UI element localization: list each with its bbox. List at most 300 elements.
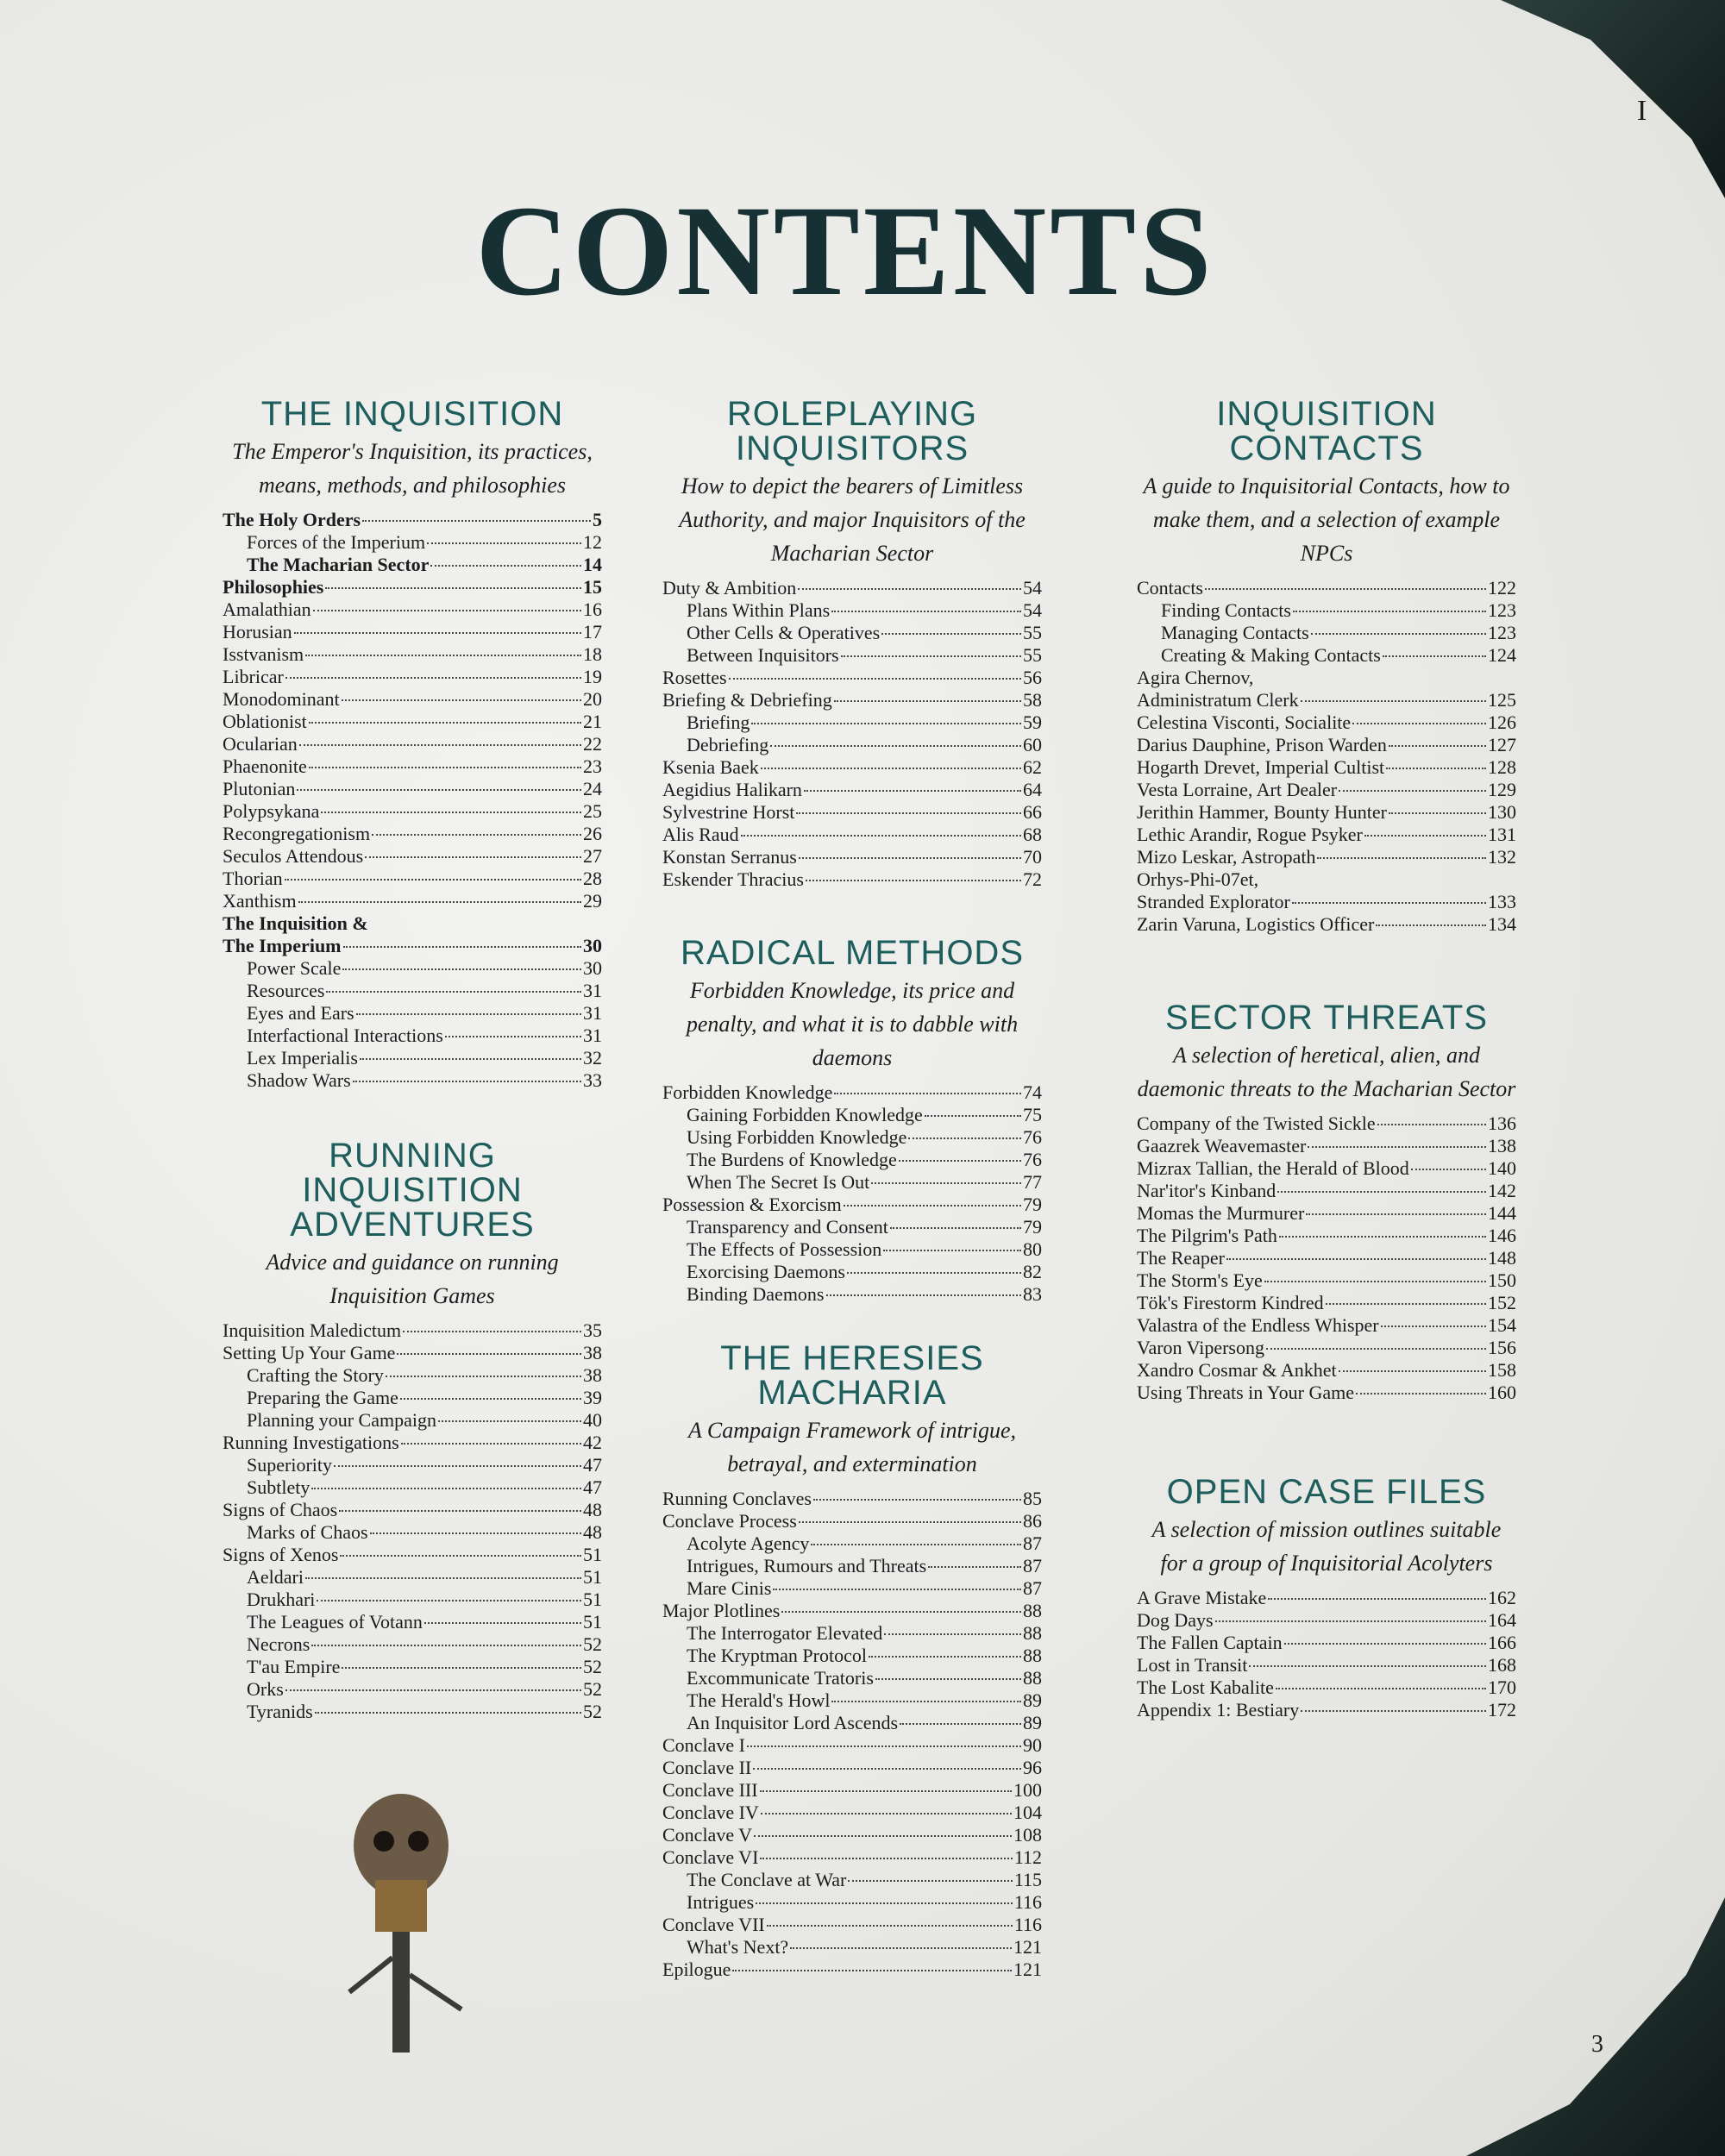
toc-section <box>1137 1000 1516 1404</box>
dot-leader <box>1311 633 1486 635</box>
entry-title: Tyranids <box>247 1701 313 1722</box>
toc-section <box>1137 1475 1516 1721</box>
toc-entry[interactable] <box>223 666 602 688</box>
toc-entry[interactable] <box>1137 734 1516 756</box>
toc-entry[interactable] <box>1137 1632 1516 1654</box>
entry-page-number: 148 <box>1488 1247 1516 1269</box>
toc-entry[interactable] <box>223 711 602 733</box>
toc-entry[interactable] <box>662 1555 1042 1577</box>
entry-title: Aeldari <box>247 1566 304 1588</box>
entry-page-number: 154 <box>1488 1314 1516 1336</box>
toc-section <box>1137 397 1516 936</box>
entry-title: Planning your Campaign <box>247 1409 436 1431</box>
entry-title: Power Scale <box>247 957 342 979</box>
toc-entry[interactable] <box>1137 1677 1516 1699</box>
section-heading: INQUISITION <box>302 1171 523 1209</box>
dot-leader <box>729 678 1021 680</box>
toc-entry[interactable] <box>662 756 1042 779</box>
entry-title: Polypsykana <box>223 800 320 822</box>
entry-title: Signs of Chaos <box>223 1499 338 1520</box>
toc-entry[interactable] <box>223 1342 602 1364</box>
entry-page-number: 51 <box>583 1544 602 1565</box>
entry-title: The Fallen Captain <box>1137 1632 1283 1653</box>
toc-entry[interactable] <box>1137 756 1516 779</box>
toc-entry[interactable] <box>223 1002 602 1025</box>
toc-entry[interactable] <box>662 846 1042 868</box>
toc-entry[interactable] <box>1137 1609 1516 1632</box>
entry-page-number: 129 <box>1488 779 1516 800</box>
toc-entry[interactable] <box>223 823 602 845</box>
toc-entry[interactable] <box>662 1510 1042 1532</box>
dot-leader <box>370 1532 581 1534</box>
entry-title: Binding Daemons <box>687 1283 825 1305</box>
toc-entry[interactable] <box>223 643 602 666</box>
entry-page-number: 21 <box>583 711 602 732</box>
toc-entry[interactable] <box>662 577 1042 599</box>
section-heading: CONTACTS <box>1229 429 1424 467</box>
entry-page-number: 122 <box>1488 577 1516 599</box>
toc-entry[interactable] <box>223 868 602 890</box>
entry-title: Mizrax Tallian, the Herald of Blood <box>1137 1157 1409 1179</box>
entry-title: Signs of Xenos <box>223 1544 339 1565</box>
entry-page-number: 85 <box>1023 1488 1042 1509</box>
dot-leader <box>1264 1281 1486 1282</box>
entry-title: The Conclave at War <box>687 1869 847 1890</box>
dot-leader <box>294 632 581 634</box>
entry-title: Interfactional Interactions <box>247 1025 443 1046</box>
toc-entry[interactable] <box>223 599 602 621</box>
entry-page-number: 48 <box>583 1521 602 1543</box>
toc-entry[interactable] <box>1137 868 1516 891</box>
entry-title: Using Forbidden Knowledge <box>687 1126 907 1148</box>
section-description: A selection of mission outlines suitable for a group of Inquisitorial Acolyters <box>1151 1517 1502 1576</box>
toc-entry[interactable] <box>662 824 1042 846</box>
toc-entry[interactable] <box>662 1171 1042 1194</box>
entry-title: Conclave Process <box>662 1510 797 1532</box>
entry-title: Lex Imperialis <box>247 1047 358 1069</box>
toc-entry[interactable] <box>1137 1202 1516 1225</box>
entry-title: Running Investigations <box>223 1432 399 1453</box>
toc-entry[interactable] <box>662 1238 1042 1261</box>
dot-leader <box>790 1947 1012 1949</box>
dot-leader <box>770 745 1021 747</box>
toc-entry[interactable] <box>1137 1359 1516 1382</box>
entry-title: Agira Chernov, <box>1137 667 1254 688</box>
toc-entry[interactable] <box>223 1025 602 1047</box>
entry-title: Orks <box>247 1678 284 1700</box>
entry-title: Momas the Murmurer <box>1137 1202 1305 1224</box>
dot-leader <box>334 1465 581 1467</box>
entry-title: The Reaper <box>1137 1247 1225 1269</box>
toc-entry[interactable] <box>223 912 602 935</box>
entry-page-number: 59 <box>1023 711 1042 733</box>
entry-page-number: 87 <box>1023 1555 1042 1576</box>
toc-entry[interactable] <box>1137 1382 1516 1404</box>
toc-entry[interactable] <box>662 644 1042 667</box>
entry-page-number: 64 <box>1023 779 1042 800</box>
toc-entry[interactable] <box>223 1701 602 1723</box>
toc-entry[interactable] <box>223 733 602 755</box>
toc-entry[interactable] <box>1137 1654 1516 1677</box>
entry-page-number: 54 <box>1023 599 1042 621</box>
entry-page-number: 40 <box>583 1409 602 1431</box>
dot-leader <box>1226 1258 1486 1260</box>
entry-page-number: 164 <box>1488 1609 1516 1631</box>
entry-title: Duty & Ambition <box>662 577 797 599</box>
dot-leader <box>438 1420 581 1422</box>
entry-title: Conclave VII <box>662 1914 765 1935</box>
entry-page-number: 88 <box>1023 1667 1042 1689</box>
toc-entry[interactable] <box>662 734 1042 756</box>
dot-leader <box>900 1723 1021 1725</box>
dot-leader <box>1339 790 1486 792</box>
entry-title: Necrons <box>247 1633 310 1655</box>
entry-page-number: 62 <box>1023 756 1042 778</box>
toc-entry[interactable] <box>662 711 1042 734</box>
toc-entry[interactable] <box>223 1409 602 1432</box>
entry-page-number: 56 <box>1023 667 1042 688</box>
toc-entry[interactable] <box>223 1678 602 1701</box>
chapter-marker: I <box>1637 95 1647 127</box>
entry-title: Intrigues, Rumours and Threats <box>687 1555 927 1576</box>
toc-entry[interactable] <box>662 599 1042 622</box>
toc-entry[interactable] <box>662 1261 1042 1283</box>
servo-skull-illustration <box>332 1785 470 2070</box>
entry-page-number: 23 <box>583 755 602 777</box>
toc-entry[interactable] <box>1137 1112 1516 1135</box>
dot-leader <box>305 655 581 656</box>
toc-entry[interactable] <box>662 1959 1042 1981</box>
entry-page-number: 5 <box>593 509 602 530</box>
entry-page-number: 55 <box>1023 622 1042 643</box>
entry-page-number: 75 <box>1023 1104 1042 1125</box>
toc-entry[interactable] <box>223 1589 602 1611</box>
toc-entry[interactable] <box>662 1194 1042 1216</box>
toc-entry[interactable] <box>662 1734 1042 1757</box>
entry-page-number: 35 <box>583 1319 602 1341</box>
toc-entry[interactable] <box>1137 689 1516 711</box>
entry-page-number: 144 <box>1488 1202 1516 1224</box>
dot-leader <box>1301 1710 1486 1712</box>
entry-page-number: 166 <box>1488 1632 1516 1653</box>
toc-entry[interactable] <box>223 755 602 778</box>
toc-entry[interactable] <box>1137 644 1516 667</box>
entry-title: Setting Up Your Game <box>223 1342 396 1363</box>
entry-title: Gaazrek Weavemaster <box>1137 1135 1307 1156</box>
entry-page-number: 38 <box>583 1342 602 1363</box>
entry-page-number: 54 <box>1023 577 1042 599</box>
entry-page-number: 72 <box>1023 868 1042 890</box>
toc-entry[interactable] <box>1137 577 1516 599</box>
toc-entry[interactable] <box>1137 846 1516 868</box>
entry-page-number: 76 <box>1023 1126 1042 1148</box>
toc-entry[interactable] <box>662 1712 1042 1734</box>
entry-page-number: 123 <box>1488 599 1516 621</box>
dot-leader <box>298 901 581 903</box>
toc-entry[interactable] <box>223 1476 602 1499</box>
toc-entry[interactable] <box>662 1577 1042 1600</box>
toc-entry[interactable] <box>662 1081 1042 1104</box>
entry-page-number: 15 <box>583 576 602 598</box>
toc-entry[interactable] <box>223 1364 602 1387</box>
dot-leader <box>1293 611 1486 612</box>
dot-leader <box>871 1182 1021 1184</box>
toc-entry[interactable] <box>1137 891 1516 913</box>
dot-leader <box>1411 1169 1486 1170</box>
dot-leader <box>1317 857 1486 859</box>
toc-entry[interactable] <box>662 1488 1042 1510</box>
entry-title: Major Plotlines <box>662 1600 781 1621</box>
toc-entry[interactable] <box>1137 667 1516 689</box>
toc-entry[interactable] <box>1137 1180 1516 1202</box>
entry-page-number: 58 <box>1023 689 1042 711</box>
dot-leader <box>372 834 581 836</box>
toc-entry[interactable] <box>223 1611 602 1633</box>
entry-page-number: 82 <box>1023 1261 1042 1282</box>
toc-entry[interactable] <box>223 1387 602 1409</box>
toc-entry[interactable] <box>662 868 1042 891</box>
toc-entry[interactable] <box>223 845 602 868</box>
entry-page-number: 88 <box>1023 1622 1042 1644</box>
toc-entry[interactable] <box>662 1149 1042 1171</box>
dot-leader <box>285 1689 581 1691</box>
toc-entry[interactable] <box>662 622 1042 644</box>
dot-leader <box>1266 1348 1486 1350</box>
toc-entry[interactable] <box>662 779 1042 801</box>
corner-ornament-bottom <box>1466 1897 1725 2156</box>
toc-entry[interactable] <box>662 1104 1042 1126</box>
dot-leader <box>831 611 1021 612</box>
toc-entry[interactable] <box>1137 622 1516 644</box>
toc-entry[interactable] <box>662 1757 1042 1779</box>
toc-entry[interactable] <box>1137 824 1516 846</box>
toc-entry[interactable] <box>662 1532 1042 1555</box>
entry-page-number: 170 <box>1488 1677 1516 1698</box>
entry-page-number: 74 <box>1023 1081 1042 1103</box>
entry-page-number: 52 <box>583 1633 602 1655</box>
toc-entry[interactable] <box>223 980 602 1002</box>
entry-page-number: 55 <box>1023 644 1042 666</box>
entry-title: Zarin Varuna, Logistics Officer <box>1137 913 1375 935</box>
toc-entry[interactable] <box>223 1069 602 1092</box>
dot-leader <box>445 1036 581 1037</box>
entry-page-number: 121 <box>1013 1959 1042 1980</box>
toc-entry[interactable] <box>223 935 602 957</box>
toc-entry[interactable] <box>223 778 602 800</box>
entry-page-number: 90 <box>1023 1734 1042 1756</box>
entry-page-number: 52 <box>583 1656 602 1677</box>
entry-page-number: 162 <box>1488 1587 1516 1608</box>
dot-leader <box>1352 723 1486 724</box>
toc-entry[interactable] <box>662 1846 1042 1869</box>
toc-entry[interactable] <box>223 1454 602 1476</box>
page-number: 3 <box>1591 2031 1603 2058</box>
dot-leader <box>1377 1124 1486 1125</box>
toc-entry[interactable] <box>662 1914 1042 1936</box>
dot-leader <box>813 1499 1021 1501</box>
toc-entry[interactable] <box>662 1283 1042 1306</box>
toc-entry[interactable] <box>662 689 1042 711</box>
entry-page-number: 28 <box>583 868 602 889</box>
entry-title: Conclave III <box>662 1779 758 1801</box>
toc-entry[interactable] <box>1137 1337 1516 1359</box>
toc-entry[interactable] <box>662 1645 1042 1667</box>
toc-entry[interactable] <box>662 1126 1042 1149</box>
entry-title: The Holy Orders <box>223 509 361 530</box>
toc-entry[interactable] <box>223 1566 602 1589</box>
toc-entry[interactable] <box>662 1622 1042 1645</box>
dot-leader <box>325 587 581 589</box>
entry-title: Libricar <box>223 666 284 687</box>
entry-title: Marks of Chaos <box>247 1521 368 1543</box>
dot-leader <box>925 1115 1021 1117</box>
entry-title: Plutonian <box>223 778 296 799</box>
toc-entry[interactable] <box>1137 1247 1516 1269</box>
entry-page-number: 108 <box>1013 1824 1042 1846</box>
toc-entry[interactable] <box>1137 599 1516 622</box>
toc-entry[interactable] <box>1137 913 1516 936</box>
dot-leader <box>313 610 581 611</box>
entry-title: Conclave VI <box>662 1846 759 1868</box>
entry-page-number: 88 <box>1023 1600 1042 1621</box>
entry-title: Conclave IV <box>662 1802 759 1823</box>
dot-leader <box>326 991 581 993</box>
dot-leader <box>1215 1620 1486 1622</box>
dot-leader <box>1277 1191 1486 1193</box>
toc-entry[interactable] <box>223 1047 602 1069</box>
toc-entry[interactable] <box>1137 1292 1516 1314</box>
dot-leader <box>881 633 1021 635</box>
entry-page-number: 115 <box>1013 1869 1042 1890</box>
entry-page-number: 88 <box>1023 1645 1042 1666</box>
toc-section <box>662 1341 1042 1981</box>
dot-leader <box>397 1353 581 1355</box>
entry-title: Valastra of the Endless Whisper <box>1137 1314 1379 1336</box>
toc-entry[interactable] <box>223 1319 602 1342</box>
entry-title: Varon Vipersong <box>1137 1337 1264 1358</box>
toc-entry[interactable] <box>662 1802 1042 1824</box>
toc-entry[interactable] <box>223 1432 602 1454</box>
section-heading: INQUISITION <box>1216 395 1437 433</box>
dot-leader <box>1292 902 1486 904</box>
entry-title: The Effects of Possession <box>687 1238 882 1260</box>
dot-leader <box>1356 1393 1486 1395</box>
entry-page-number: 156 <box>1488 1337 1516 1358</box>
dot-leader <box>841 655 1021 657</box>
toc-entry[interactable] <box>1137 801 1516 824</box>
toc-entry[interactable] <box>223 957 602 980</box>
entry-page-number: 132 <box>1488 846 1516 868</box>
toc-entry[interactable] <box>223 509 602 531</box>
toc-entry[interactable] <box>662 1869 1042 1891</box>
entry-title: Mare Cinis <box>687 1577 772 1599</box>
toc-entry[interactable] <box>662 1667 1042 1689</box>
toc-entry[interactable] <box>223 1633 602 1656</box>
toc-entry[interactable] <box>223 554 602 576</box>
toc-entry[interactable] <box>223 1521 602 1544</box>
dot-leader <box>356 1013 581 1015</box>
entry-page-number: 79 <box>1023 1194 1042 1215</box>
entry-title: T'au Empire <box>247 1656 341 1677</box>
toc-entry[interactable] <box>662 1600 1042 1622</box>
entry-page-number: 17 <box>583 621 602 642</box>
toc-entry[interactable] <box>223 621 602 643</box>
dot-leader <box>899 1160 1021 1162</box>
section-heading: SECTOR THREATS <box>1164 999 1489 1037</box>
entry-page-number: 138 <box>1488 1135 1516 1156</box>
dot-leader <box>305 1577 581 1579</box>
entry-page-number: 126 <box>1488 711 1516 733</box>
toc-entry[interactable] <box>223 576 602 599</box>
toc-entry[interactable] <box>662 1779 1042 1802</box>
entry-page-number: 70 <box>1023 846 1042 868</box>
dot-leader <box>400 1398 581 1400</box>
toc-entry[interactable] <box>223 800 602 823</box>
section-heading: THE HERESIES <box>720 1339 984 1377</box>
toc-entry[interactable] <box>223 1656 602 1678</box>
dot-leader <box>342 968 581 970</box>
toc-entry[interactable] <box>1137 1157 1516 1180</box>
entry-title: Eskender Thracius <box>662 868 804 890</box>
dot-leader <box>799 1521 1021 1523</box>
toc-entry[interactable] <box>1137 1269 1516 1292</box>
toc-entry[interactable] <box>662 1689 1042 1712</box>
toc-entry[interactable] <box>662 667 1042 689</box>
dot-leader <box>1284 1643 1486 1645</box>
toc-entry[interactable] <box>662 1824 1042 1846</box>
entry-page-number: 134 <box>1488 913 1516 935</box>
entry-page-number: 116 <box>1013 1914 1042 1935</box>
entry-title: The Leagues of Votann <box>247 1611 423 1633</box>
toc-entry[interactable] <box>223 1544 602 1566</box>
entry-title: Eyes and Ears <box>247 1002 354 1024</box>
toc-entry[interactable] <box>1137 1135 1516 1157</box>
dot-leader <box>317 1600 581 1601</box>
toc-entry[interactable] <box>1137 711 1516 734</box>
entry-title: The Macharian Sector <box>247 554 430 575</box>
dot-leader <box>401 1443 581 1445</box>
toc-entry[interactable] <box>1137 779 1516 801</box>
toc-entry[interactable] <box>662 1891 1042 1914</box>
entry-title: Dog Days <box>1137 1609 1214 1631</box>
toc-entry[interactable] <box>1137 1587 1516 1609</box>
entry-page-number: 89 <box>1023 1712 1042 1733</box>
toc-entry[interactable] <box>223 688 602 711</box>
entry-page-number: 51 <box>583 1589 602 1610</box>
toc-entry[interactable] <box>662 1936 1042 1959</box>
entry-page-number: 80 <box>1023 1238 1042 1260</box>
toc-entry[interactable] <box>662 801 1042 824</box>
dot-leader <box>799 857 1021 859</box>
toc-entry[interactable] <box>223 890 602 912</box>
section-description: How to depict the bearers of Limitless Authority, and major Inquisitors of the Macharian Sector <box>679 473 1026 566</box>
toc-entry[interactable] <box>1137 1225 1516 1247</box>
entry-page-number: 116 <box>1013 1891 1042 1913</box>
entry-title: Phaenonite <box>223 755 307 777</box>
entry-page-number: 142 <box>1488 1180 1516 1201</box>
dot-leader <box>760 1790 1012 1792</box>
toc-entry[interactable] <box>1137 1314 1516 1337</box>
entry-title: An Inquisitor Lord Ascends <box>687 1712 899 1733</box>
toc-entry[interactable] <box>223 1499 602 1521</box>
entry-title: Vesta Lorraine, Art Dealer <box>1137 779 1338 800</box>
toc-entry[interactable] <box>223 531 602 554</box>
toc-entry[interactable] <box>662 1216 1042 1238</box>
entry-title: Possession & Exorcism <box>662 1194 842 1215</box>
dot-leader <box>811 1544 1021 1545</box>
dot-leader <box>751 723 1021 724</box>
toc-entry[interactable] <box>1137 1699 1516 1721</box>
